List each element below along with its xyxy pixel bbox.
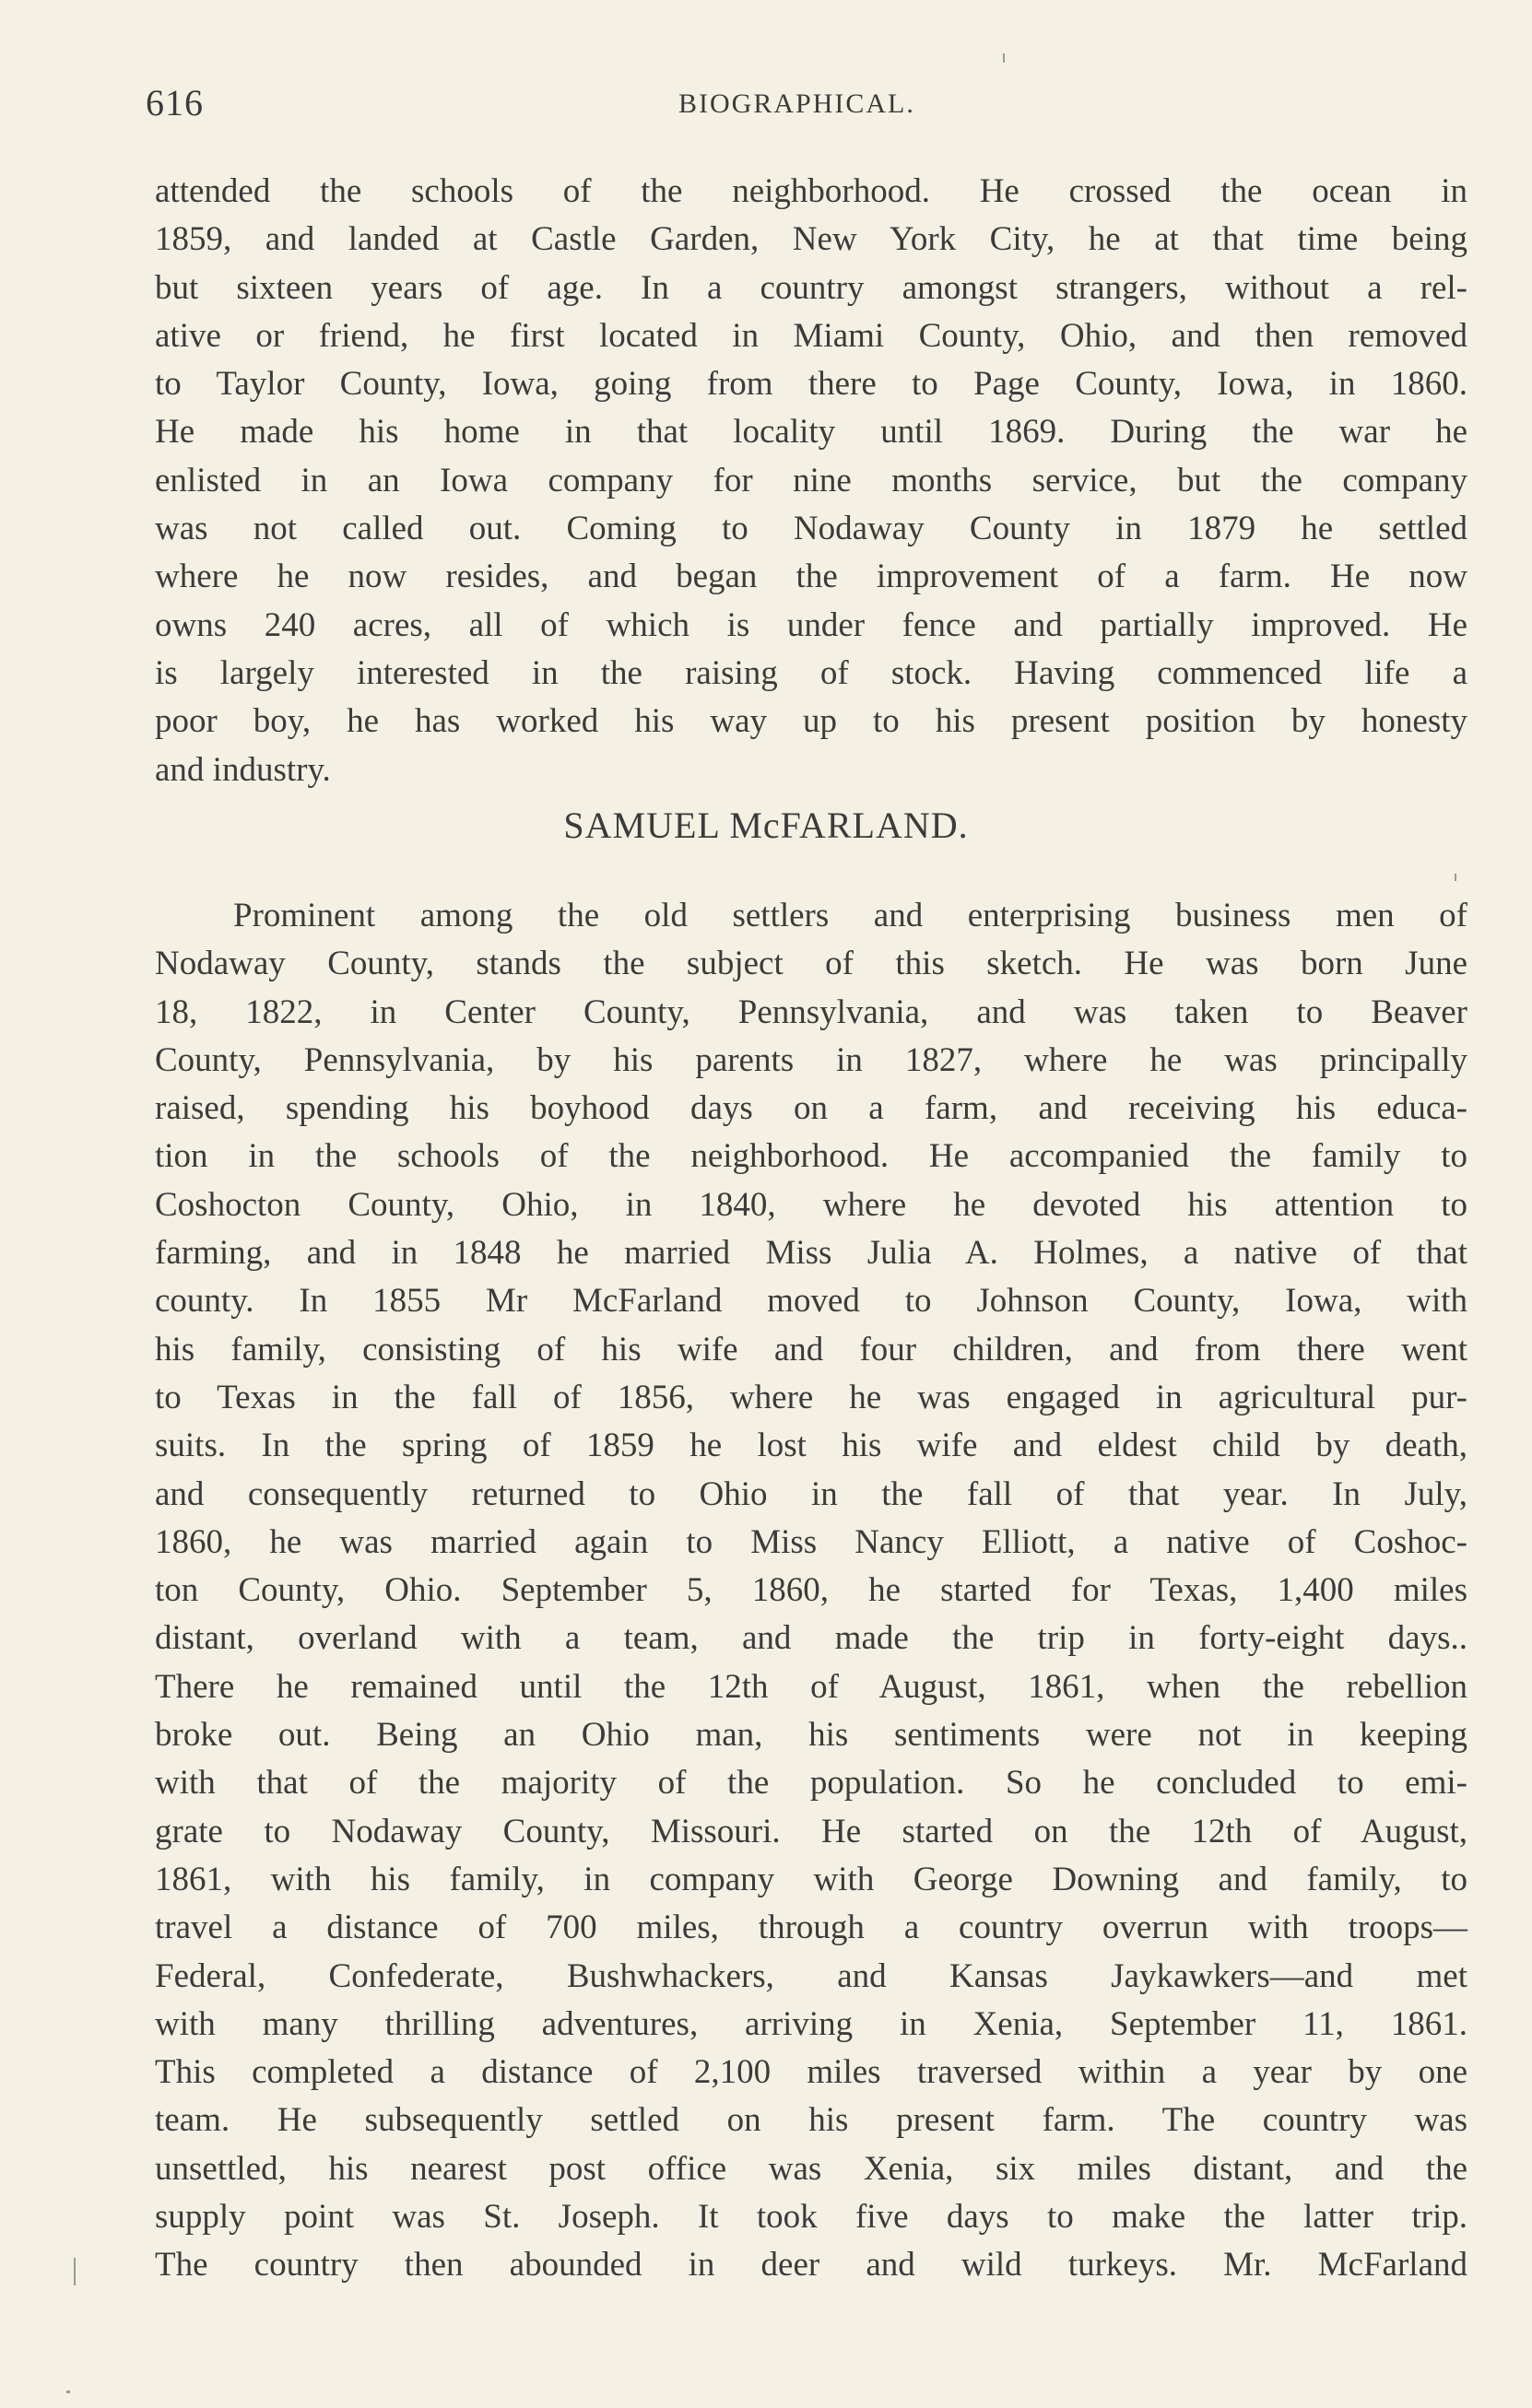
text-line: tion in the schools of the neighborhood. He accompanied the family to [155,1137,1467,1176]
biography-heading: SAMUEL McFARLAND. [563,805,969,846]
text-line: 1860, he was married again to Miss Nancy Elliott, a native of Coshoc- [155,1522,1467,1561]
text-line: with many thrilling adventures, arriving in Xenia, September 11, 1861. [155,2004,1467,2043]
text-line: Federal, Confederate, Bushwhackers, and Kansas Jaykawkers—and met [155,1956,1467,1995]
text-line: county. In 1855 Mr McFarland moved to Johnson County, Iowa, with [155,1282,1467,1321]
text-line: grate to Nodaway County, Missouri. He started on the 12th of August, [155,1812,1467,1850]
section-title: BIOGRAPHICAL. [678,88,915,119]
text-line: distant, overland with a team, and made the trip in forty-eight days.. [155,1619,1467,1658]
text-line: County, Pennsylvania, by his parents in 1827, where he was principally [155,1040,1467,1079]
margin-tick [66,2390,70,2393]
running-header [146,81,1464,136]
print-speck [1455,874,1456,881]
biography-paragraph [155,892,1467,2290]
text-line: ative or friend, he first located in Miami County, Ohio, and then removed [155,316,1467,355]
text-line: poor boy, he has worked his way up to his present position by honesty [155,702,1467,741]
text-line: ton County, Ohio. September 5, 1860, he started for Texas, 1,400 miles [155,1571,1467,1610]
text-line: where he now resides, and began the improvement of a farm. He now [155,558,1467,596]
margin-tick [74,2258,76,2285]
text-line: attended the schools of the neighborhood. He crossed the ocean in [155,172,1467,210]
text-line: is largely interested in the raising of stock. Having commenced life a [155,653,1467,692]
text-line: There he remained until the 12th of August, 1861, when the rebellion [155,1667,1467,1706]
text-line: owns 240 acres, all of which is under fence and partially improved. He [155,605,1467,644]
text-line: and industry. [155,750,331,789]
text-line: Coshocton County, Ohio, in 1840, where he devoted his attention to [155,1185,1467,1224]
text-line: He made his home in that locality until 1869. During the war he [155,413,1467,452]
text-line: 1861, with his family, in company with George Downing and family, to [155,1860,1467,1898]
text-line: 18, 1822, in Center County, Pennsylvania, and was taken to Beaver [155,993,1467,1031]
text-line: enlisted in an Iowa company for nine months service, but the company [155,461,1467,499]
text-line: was not called out. Coming to Nodaway County in 1879 he settled [155,510,1467,548]
text-line: his family, consisting of his wife and four children, and from there went [155,1330,1467,1368]
text-line: This completed a distance of 2,100 miles traversed within a year by one [155,2053,1467,2092]
text-line: farming, and in 1848 he married Miss Julia A. Holmes, a native of that [155,1234,1467,1273]
page-number: 616 [146,82,204,123]
text-line: travel a distance of 700 miles, through a country overrun with troops— [155,1909,1467,1947]
text-line: suits. In the spring of 1859 he lost his wife and eldest child by death, [155,1427,1467,1465]
text-line: to Texas in the fall of 1856, where he was engaged in agricultural pur- [155,1378,1467,1416]
text-line: broke out. Being an Ohio man, his sentiments were not in keeping [155,1716,1467,1755]
text-line: but sixteen years of age. In a country amongst strangers, without a rel- [155,268,1467,307]
text-line: with that of the majority of the population. So he concluded to emi- [155,1764,1467,1803]
paragraph-continued [155,168,1467,794]
text-line: to Taylor County, Iowa, going from there to Page County, Iowa, in 1860. [155,365,1467,404]
text-line: supply point was St. Joseph. It took five days to make the latter trip. [155,2198,1467,2237]
text-line: 1859, and landed at Castle Garden, New York City, he at that time being [155,220,1467,259]
print-speck [1003,53,1005,63]
text-line: The country then abounded in deer and wild turkeys. Mr. McFarland [155,2246,1467,2285]
text-line: team. He subsequently settled on his present farm. The country was [155,2101,1467,2140]
text-line: Nodaway County, stands the subject of this sketch. He was born June [155,945,1467,983]
text-line: raised, spending his boyhood days on a farm, and receiving his educa- [155,1089,1467,1128]
text-line: and consequently returned to Ohio in the fall of that year. In July, [155,1474,1467,1513]
text-line: Prominent among the old settlers and enterprising business men of [233,897,1467,934]
text-line: unsettled, his nearest post office was Xenia, six miles distant, and the [155,2149,1467,2188]
